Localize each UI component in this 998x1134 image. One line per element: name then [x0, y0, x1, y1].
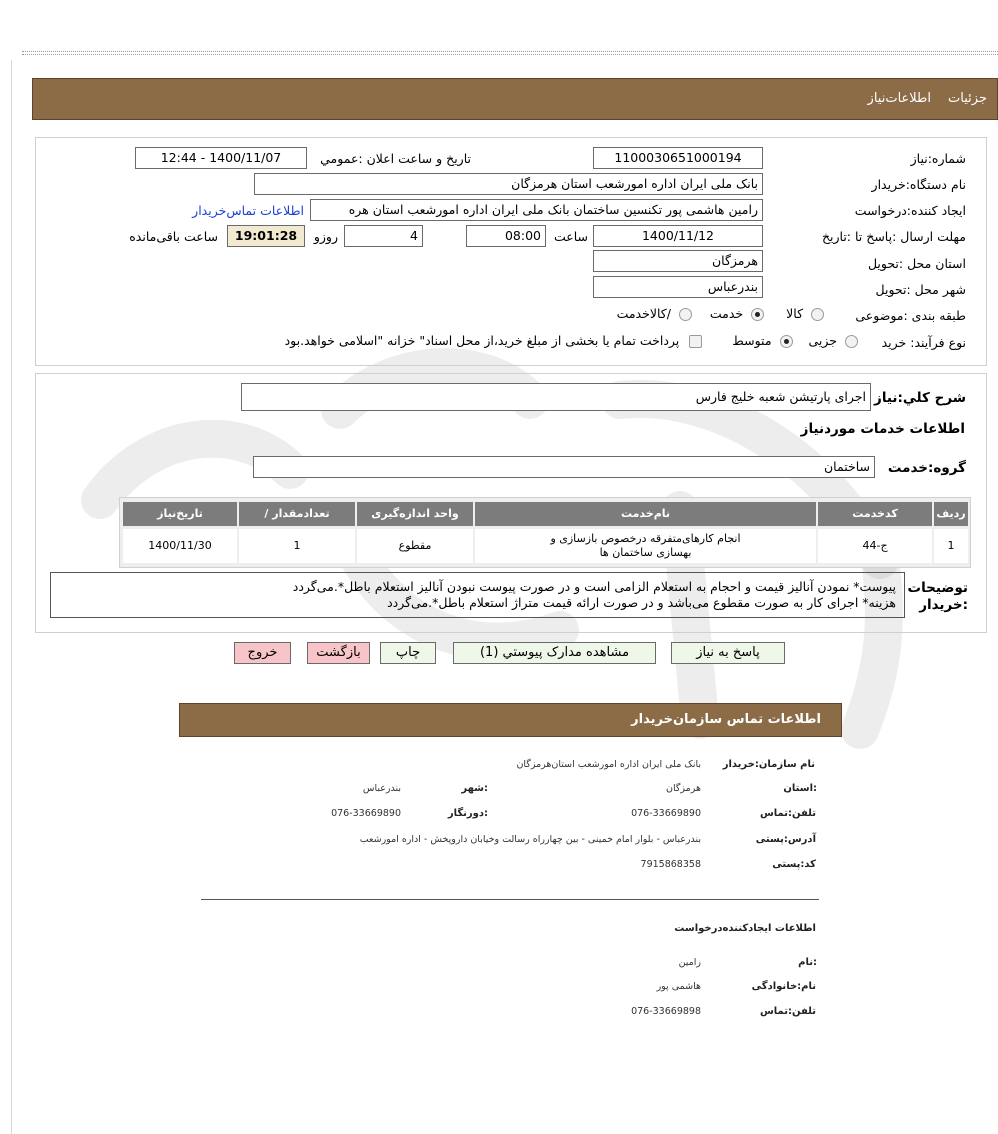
creator-phone-label: تلفن:تماس	[759, 1006, 816, 1017]
table-row-cell-date: 1400/11/30	[123, 529, 237, 563]
col-date-header: تاریخ‌نیاز	[123, 502, 237, 526]
announce-field: 1400/11/07 - 12:44	[135, 147, 307, 169]
fax-value: 076-33669890	[331, 808, 401, 819]
col-name-header: نام‌خدمت	[475, 502, 816, 526]
contact-province-value: هرمزگان	[666, 783, 701, 794]
category-radio-goods-service[interactable]	[679, 308, 692, 321]
category-options	[613, 306, 824, 321]
remaining-label: ساعت باقی‌مانده	[129, 229, 218, 244]
province-field: هرمزگان	[593, 250, 763, 272]
buyer-notes-label-line1: توضیحات	[907, 580, 968, 596]
top-dotted-divider	[22, 51, 998, 52]
tab-need-info[interactable]: اطلاعات‌نیاز	[867, 91, 931, 106]
deadline-time-field: 08:00	[466, 225, 546, 247]
general-desc-field: اجرای پارتیشن شعبه خلیج فارس	[241, 383, 871, 411]
table-row-cell-name: انجام کارهای‌متفرقه درخصوص بازسازی و بهسازی ساختمان ها	[475, 529, 816, 563]
postal-value: 7915868358	[640, 859, 701, 870]
address-label: آدرس:پستی	[755, 834, 816, 845]
creator-field: رامین هاشمی پور تکنسین ساختمان بانک ملی ایران اداره امورشعب استان هره	[310, 199, 763, 221]
process-options	[279, 333, 858, 348]
creator-family-label: نام:خانوادگی	[751, 981, 816, 992]
contact-city-label: :شهر	[461, 783, 488, 794]
buyer-notes-line-1: پیوست* نمودن آنالیز قیمت و احجام به استعلام الزامی است و در صورت پیوست نبودن آنالیز استعلام باطل*.می‌گردد	[292, 579, 896, 594]
process-label: نوع فرآیند: خرید	[881, 335, 966, 350]
process-minor-label: جزیی	[808, 333, 838, 348]
category-goods-service-label: /کالاخدمت	[616, 306, 671, 321]
city-label: شهر محل :تحویل	[875, 282, 966, 297]
attachments-button[interactable]: مشاهده مدارک پیوستي (1)	[453, 642, 656, 664]
creator-label: ایجاد کننده:درخواست	[854, 203, 966, 218]
contact-title-bar	[179, 703, 842, 737]
buyer-notes-box	[50, 572, 905, 618]
category-label: طبقه بندی :موضوعی	[855, 308, 966, 323]
org-label: نام سازمان:خریدار	[722, 759, 815, 770]
process-radio-minor[interactable]	[845, 335, 858, 348]
buyer-notes-label-line2: :خریدار	[919, 597, 968, 613]
contact-province-label: :استان	[783, 783, 817, 794]
phone-label: تلفن:تماس	[759, 808, 816, 819]
buyer-contact-link[interactable]: اطلاعات تماس‌خریدار	[192, 203, 304, 218]
table-row-cell-code: ج-44	[818, 529, 932, 563]
col-qty-header: / تعدادمقدار	[239, 502, 355, 526]
table-row-cell-qty: 1	[239, 529, 355, 563]
creator-name-value: رامین	[678, 957, 701, 968]
services-title: اطلاعات خدمات موردنیاز	[800, 421, 965, 437]
general-desc-label: شرح کلي:نیاز	[874, 390, 966, 406]
buyer-notes-line-2: هزینه* اجرای کار به صورت مقطوع می‌باشد و در صورت ارائه قیمت متراژ استعلام باطل*.می‌گردد	[387, 595, 896, 610]
need-info-panel	[35, 137, 987, 366]
process-radio-medium[interactable]	[780, 335, 793, 348]
table-row-cell-index: 1	[934, 529, 968, 563]
treasury-payment-checkbox[interactable]	[689, 335, 702, 348]
org-value: بانک ملی ایران اداره امورشعب استان‌هرمزگان	[516, 759, 701, 770]
creator-name-label: :نام	[798, 957, 817, 968]
category-radio-goods[interactable]	[811, 308, 824, 321]
services-table	[119, 497, 971, 568]
tab-details[interactable]: جزئیات	[948, 91, 987, 106]
fax-label: :دورنگار	[447, 808, 488, 819]
announce-label: تاریخ و ساعت اعلان :عمومي	[320, 151, 471, 166]
exit-button[interactable]: خروج	[234, 642, 291, 664]
buyer-notes-label	[908, 580, 968, 614]
table-row-cell-unit: مقطوع	[357, 529, 473, 563]
deadline-time-label: ساعت	[553, 229, 588, 244]
buyer-label: نام دستگاه:خریدار	[871, 177, 966, 192]
buyer-field: بانک ملی ایران اداره امورشعب استان هرمزگان	[254, 173, 763, 195]
deadline-date-field: 1400/11/12	[593, 225, 763, 247]
days-field: 4	[344, 225, 423, 247]
address-value: بندرعباس - بلوار امام خمینی - بین چهارراه رسالت وخیابان داروپخش - اداره امورشعب	[359, 834, 701, 845]
creator-family-value: هاشمی پور	[656, 981, 701, 992]
contact-city-value: بندرعباس	[362, 783, 401, 794]
col-unit-header: واحد اندازه‌گیری	[357, 502, 473, 526]
province-label: استان محل :تحویل	[867, 256, 966, 271]
need-number-label: شماره:نیاز	[910, 151, 966, 166]
deadline-label: مهلت ارسال :پاسخ تا :تاریخ	[821, 229, 966, 244]
process-medium-label: متوسط	[732, 333, 772, 348]
remaining-timer: 19:01:28	[227, 225, 305, 247]
postal-label: کد:پستی	[772, 859, 816, 870]
creator-phone-value: 076-33669898	[631, 1006, 701, 1017]
treasury-payment-label: پرداخت تمام یا بخشی از مبلغ خرید،از محل اسناد" خزانه "اسلامی خواهد.بود	[284, 333, 680, 348]
col-code-header: کدخدمت	[818, 502, 932, 526]
contact-divider	[201, 899, 819, 900]
contact-title: اطلاعات تماس سازمان‌خریدار	[631, 712, 821, 727]
col-row-header: ردیف	[934, 502, 968, 526]
header-bar	[32, 78, 998, 120]
category-service-label: خدمت	[709, 306, 744, 321]
category-radio-service[interactable]	[751, 308, 764, 321]
category-goods-label: کالا	[786, 306, 804, 321]
print-button[interactable]: چاپ	[380, 642, 436, 664]
left-border-line	[11, 60, 12, 1134]
need-number-field: 1100030651000194	[593, 147, 763, 169]
reply-button[interactable]: پاسخ به نیاز	[671, 642, 785, 664]
city-field: بندرعباس	[593, 276, 763, 298]
back-button[interactable]: بازگشت	[307, 642, 370, 664]
service-group-field: ساختمان	[253, 456, 875, 478]
creator-info-title: اطلاعات ایجادکننده‌درخواست	[674, 923, 816, 934]
phone-value: 076-33669890	[631, 808, 701, 819]
top-dotted-divider-2	[22, 54, 998, 55]
days-label: روزو	[313, 229, 338, 244]
service-group-label: گروه:خدمت	[887, 460, 966, 476]
